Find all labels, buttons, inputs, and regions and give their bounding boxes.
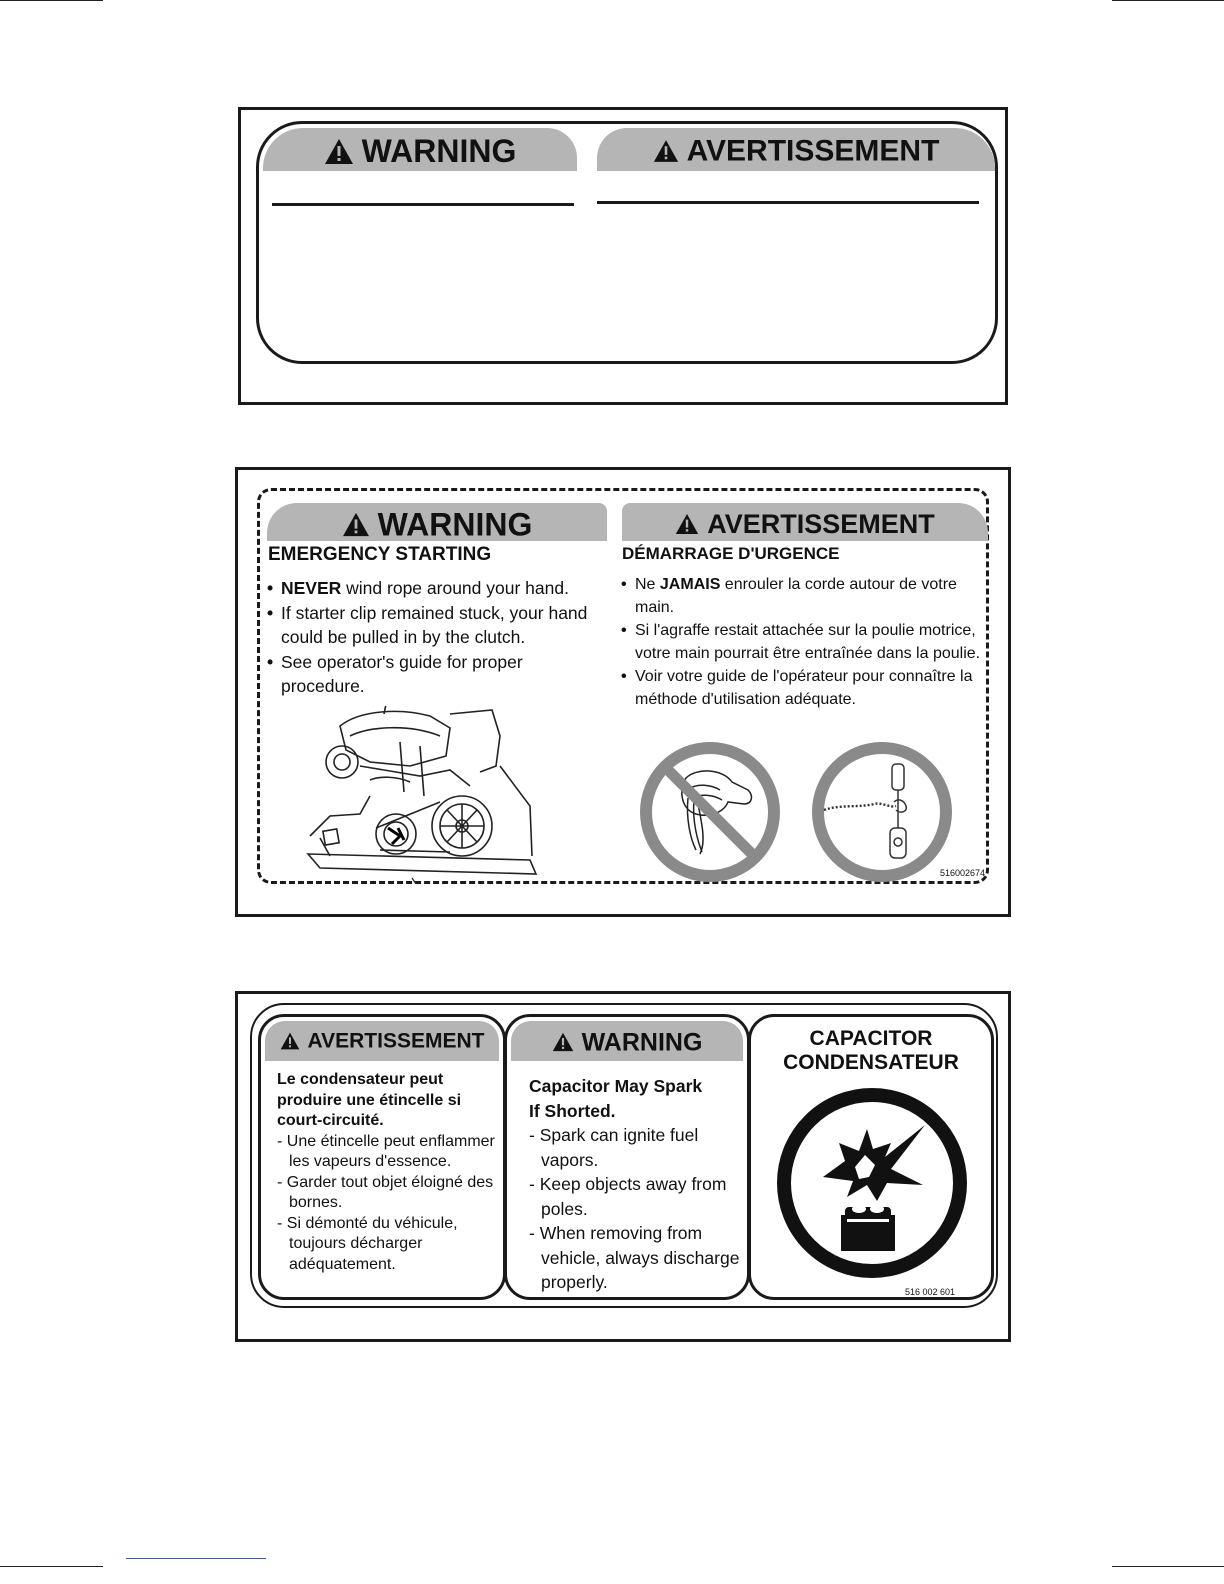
underline-en [272,203,574,206]
warning-triangle-icon [675,513,699,535]
list-item: - When removing from vehicle, always discharge properly. [529,1223,740,1292]
underline-fr [597,201,979,204]
heading-fr: DÉMARRAGE D'URGENCE [622,544,840,563]
list-item: - Spark can ignite fuel vapors. [529,1125,699,1170]
list-item: • Si l'agraffe restait attachée sur la poulie motrice, votre main pourrait être entraînée dans la poulie. [621,620,991,665]
bottom-link-underline[interactable] [126,1558,266,1559]
list-item: - Garder tout objet éloigné des bornes. [277,1173,494,1211]
bullet-list-en [267,576,607,699]
warning-tab-fr [622,503,988,541]
warning-title-fr: AVERTISSEMENT [707,508,935,539]
warning-triangle-icon [653,139,679,163]
warning-triangle-icon [552,1032,574,1052]
list-item: - Une étincelle peut enflammer les vapeurs d'essence. [277,1132,495,1170]
warning-tab-en [267,503,607,541]
panel-text-fr: Le condensateur peut produire une étincelle si court-circuité. - Une étincelle peut enflammer les vapeurs d'essence. - Garder tout objet éloigné des bornes. - Si démonté du véhicule, toujours décharger adéquatement. [277,1070,501,1275]
warning-tab-fr: AVERTISSEMENT [265,1021,499,1061]
warning-triangle-icon [324,138,354,165]
bullet-list-fr [621,574,991,712]
panel-english [504,1014,750,1300]
warning-tab-fr [597,128,995,171]
emergency-starting-label [235,467,1011,917]
warning-triangle-icon [342,512,370,537]
panel-symbol [748,1014,994,1300]
warning-tab-en: WARNING [511,1021,743,1061]
warning-title-en: WARNING [361,133,517,170]
warning-label-blank [238,107,1008,405]
part-number: 516 002 601 [905,1287,956,1297]
label-rounded-frame [256,121,998,364]
list-item: • Ne JAMAIS enrouler la corde autour de votre main. [621,574,991,619]
symbol-title-fr: CONDENSATEUR [783,1051,959,1074]
no-rope-around-hand-icon [636,738,784,886]
engine-clutch-illustration [300,706,540,884]
list-item: • Voir votre guide de l'opérateur pour connaître la méthode d'utilisation adéquate. [621,666,991,711]
panel-text-en: Capacitor May Spark If Shorted. - Spark can ignite fuel vapors. - Keep objects away from poles. - When removing from vehicle, always discharge properly. [529,1074,741,1295]
top-right-rule [1112,0,1224,1]
symbol-title-en: CAPACITOR [809,1027,933,1050]
list-item: - Keep objects away from poles. [529,1174,727,1219]
warning-title-fr: AVERTISSEMENT [686,134,940,168]
list-item: • See operator's guide for proper procedure. [267,650,607,698]
capacitor-label [235,991,1011,1342]
proper-procedure-icon [808,738,956,886]
bottom-right-rule [1112,1566,1224,1567]
warning-title-en: WARNING [377,506,533,543]
list-item: - Si démonté du véhicule, toujours décharger adéquatement. [277,1214,458,1273]
bottom-left-rule [0,1566,103,1567]
panel-french [258,1014,506,1300]
top-left-rule [0,0,103,1]
warning-tab-en [263,128,577,171]
list-item: • NEVER wind rope around your hand. [267,576,607,600]
part-number: 516002674 [940,868,986,878]
warning-triangle-icon [280,1032,300,1050]
list-item: • If starter clip remained stuck, your hand could be pulled in by the clutch. [267,601,607,649]
heading-en: EMERGENCY STARTING [268,544,492,565]
capacitor-spark-icon [763,1085,981,1281]
